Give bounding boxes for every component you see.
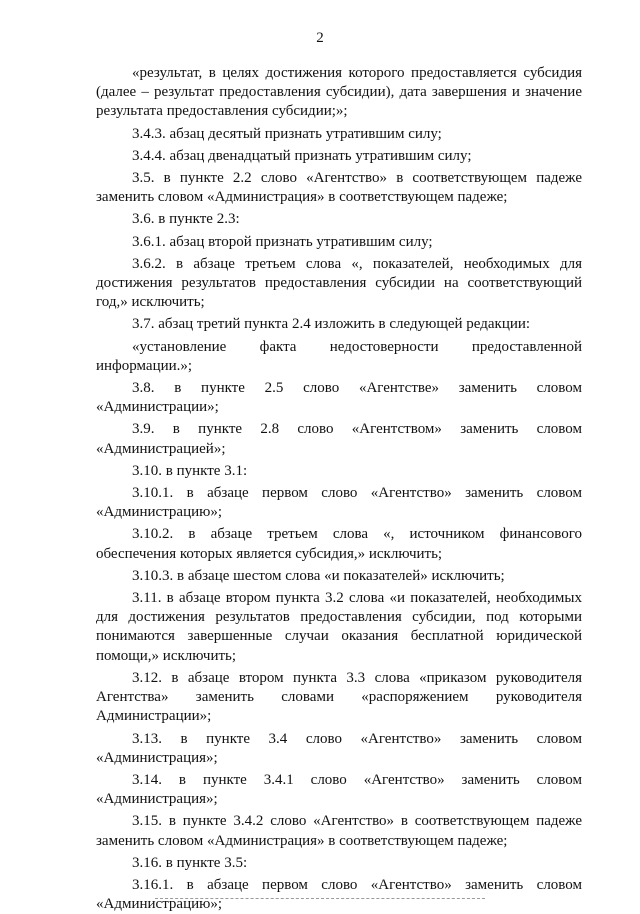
paragraph: 3.7. абзац третий пункта 2.4 изложить в следующей редакции: [132,316,531,333]
paragraph: 3.16. в пункте 3.5: [132,854,248,871]
paragraph: 3.5. в пункте 2.2 слово «Агентство» в соответствующем падеже заменить словом «Администрация» в соответствующем падеже; [96,170,582,206]
paragraph: «установление факта недостоверности предоставленной информации.»; [96,338,582,374]
paragraph: 3.14. в пункте 3.4.1 слово «Агентство» заменить словом «Администрация»; [96,771,582,808]
paragraph: 3.16.1. в абзаце первом слово «Агентство» заменить словом «Администрацию»; [96,876,582,913]
paragraph: 3.10.3. в абзаце шестом слова «и показателей» исключить; [132,567,505,584]
page-number: 2 [316,30,324,46]
paragraph: «результат, в целях достижения которого предоставляется субсидия (далее – результат предоставления субсидии), дата завершения и значение результата предоставления субсидии;»; [96,65,582,120]
document-body [96,64,582,914]
paragraph: 3.10. в пункте 3.1: [132,462,248,479]
paragraph: 3.15. в пункте 3.4.2 слово «Агентство» в соответствующем падеже заменить словом «Администрация» в соответствующем падеже; [96,813,582,849]
paragraph: 3.12. в абзаце втором пункта 3.3 слова «приказом руководителя Агентства» заменить словами «распоряжением руководителя Администрации»; [96,669,582,725]
paragraph: 3.8. в пункте 2.5 слово «Агентстве» заменить словом «Администрации»; [96,380,582,416]
paragraph: 3.11. в абзаце втором пункта 3.2 слова «и показателей, необходимых для достижения результатов предоставления субсидии, под которыми понимаются завершенные случаи оказания бесплатной юридической помощи,» исключить; [96,590,582,664]
paragraph: 3.6.2. в абзаце третьем слова «, показателей, необходимых для достижения результатов предоставления субсидии на соответствующий год,» исключить; [96,255,582,311]
paragraph: 3.10.1. в абзаце первом слово «Агентство» заменить словом «Администрацию»; [96,485,582,521]
paragraph: 3.4.4. абзац двенадцатый признать утратившим силу; [132,147,472,164]
paragraph: 3.6.1. абзац второй признать утратившим силу; [132,233,433,250]
paragraph: 3.9. в пункте 2.8 слово «Агентством» заменить словом «Администрацией»; [96,421,582,457]
paragraph: 3.6. в пункте 2.3: [132,211,240,228]
paragraph: 3.13. в пункте 3.4 слово «Агентство» заменить словом «Администрация»; [96,730,582,766]
page-bottom-rule [155,898,485,899]
paragraph: 3.10.2. в абзаце третьем слова «, источником финансового обеспечения которых является субсидия,» исключить; [96,526,582,562]
paragraph: 3.4.3. абзац десятый признать утратившим силу; [132,125,442,142]
